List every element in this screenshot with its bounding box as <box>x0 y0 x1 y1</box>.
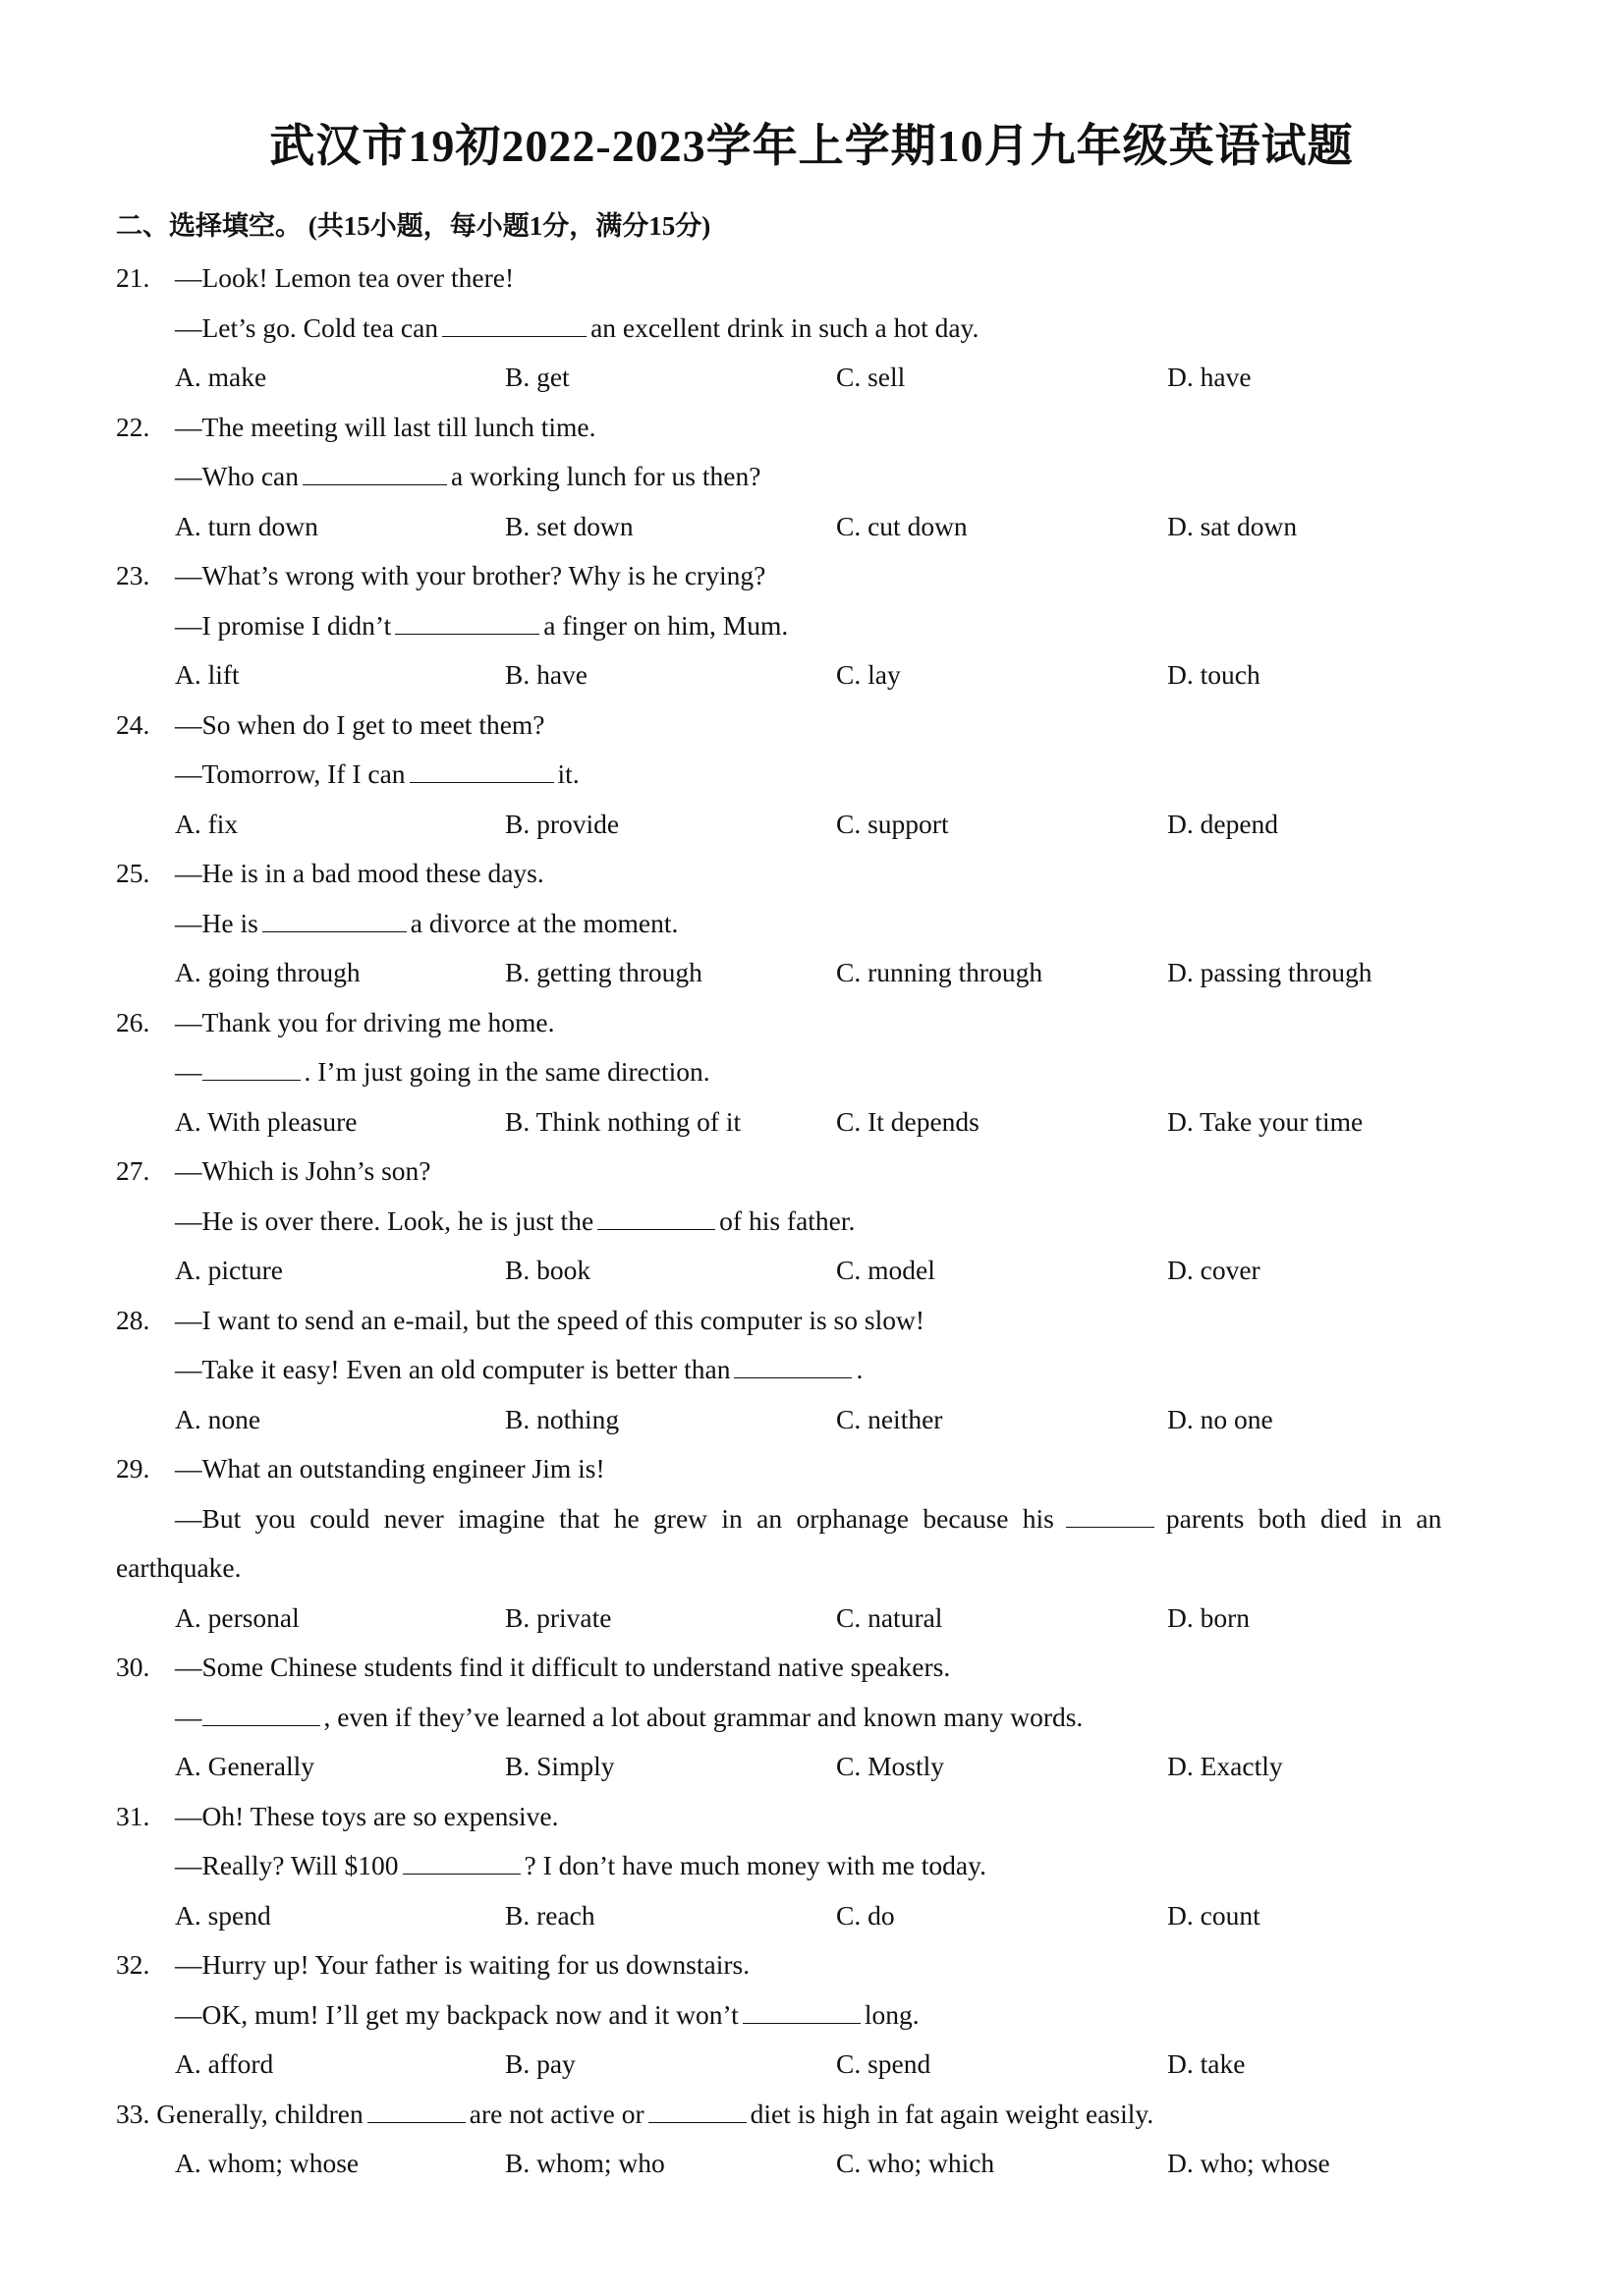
question-28: 28. —I want to send an e-mail, but the speed of this computer is so slow! <box>116 1304 924 1335</box>
option-b[interactable]: B. private <box>505 1601 612 1633</box>
answer-blank <box>262 904 407 932</box>
options-30 <box>0 1742 1623 1792</box>
option-c[interactable]: C. support <box>836 808 949 839</box>
option-b[interactable]: B. provide <box>505 808 620 839</box>
question-25: 25. —He is in a bad mood these days. <box>116 858 544 888</box>
option-b[interactable]: B. book <box>505 1255 591 1285</box>
option-d[interactable]: D. no one <box>1167 1403 1273 1434</box>
option-a[interactable]: A. spend <box>175 1899 271 1931</box>
answer-blank <box>1066 1499 1154 1528</box>
option-d[interactable]: D. have <box>1167 362 1252 392</box>
option-a[interactable]: A. Generally <box>175 1751 315 1781</box>
option-d[interactable]: D. depend <box>1167 808 1279 839</box>
option-a[interactable]: A. whom; whose <box>175 2148 360 2178</box>
option-d[interactable]: D. who; whose <box>1167 2148 1330 2178</box>
question-21: 21. —Look! Lemon tea over there! <box>116 262 515 293</box>
option-d[interactable]: D. Take your time <box>1167 1105 1364 1137</box>
option-d[interactable]: D. count <box>1167 1899 1260 1931</box>
options-25 <box>0 948 1623 998</box>
option-b[interactable]: B. pay <box>505 2048 576 2079</box>
option-c[interactable]: C. model <box>836 1255 935 1285</box>
answer-blank <box>597 1202 715 1230</box>
question-33: 33. Generally, children are not active or diet is high in fat again weight easily. <box>0 2090 1623 2140</box>
option-d[interactable]: D. sat down <box>1167 510 1298 541</box>
options-31 <box>0 1891 1623 1941</box>
question-26: 26. —Thank you for driving me home. <box>116 1006 555 1037</box>
option-a[interactable]: A. personal <box>175 1601 300 1633</box>
answer-blank <box>403 1846 521 1875</box>
option-c[interactable]: C. cut down <box>836 510 968 541</box>
question-24: 24. —So when do I get to meet them? <box>116 708 545 740</box>
option-b[interactable]: B. get <box>505 362 570 392</box>
option-b[interactable]: B. getting through <box>505 957 702 987</box>
question-31: 31. —Oh! These toys are so expensive. <box>116 1800 559 1831</box>
option-a[interactable]: A. going through <box>175 957 361 987</box>
option-d[interactable]: D. passing through <box>1167 957 1372 987</box>
option-c[interactable]: C. natural <box>836 1601 943 1633</box>
option-b[interactable]: B. set down <box>505 510 634 541</box>
answer-blank <box>410 755 554 783</box>
section-heading: 二、选择填空。 (共15小题，每小题1分，满分15分) <box>116 211 711 241</box>
option-c[interactable]: C. do <box>836 1899 895 1931</box>
answer-blank <box>395 606 539 635</box>
option-b[interactable]: B. have <box>505 659 588 690</box>
option-c[interactable]: C. sell <box>836 362 906 392</box>
option-c[interactable]: C. neither <box>836 1403 943 1434</box>
option-d[interactable]: D. born <box>1167 1601 1251 1633</box>
options-21 <box>0 353 1623 403</box>
question-list: 21. —Look! Lemon tea over there! —Let’s go. Cold tea can an excellent drink in such a hot day. A. make B. get C. sell D. have 22. —The meeting will last till lunch time. —Who can a working lunch for us then? A. turn down B. set down C. cut down D. sat down 23. —What’s wrong with your brother? Why is he crying? —I promise I didn’t a finger on him, Mum. A. lift B. have C. lay D. touch 24. —So when do I get to meet them? —Tomorrow, If I can it. A. fix B. provide C. support D. depend 25. —He is in a bad mood these days. —He is a divorce at the moment. A. going through B. getting through C. running through D. passing through 26. —Thank you for driving me home. — . I’m just going in the same direction. A. With pleasure B. Think nothing of it C. It depends D. Take your time 27. —Which is John’s son? —He is over there. Look, he is just the of his father. A. picture B. book C. model D. cover 28. —I want to send an e-mail, but the speed of this computer is so slow! —Take it easy! Even an old computer is better than . A. none B. nothing C. neither D. no one 29. —What an outstanding engineer Jim is! —But you could never imagine that he grew in an orphanage because his parents both died in an earthquake. A. personal B. private C. natural D. born 30. —Some Chinese students find it difficult to understand native speakers. — , even if they’ve learned a lot about grammar and known many words. A. Generally B. Simply C. Mostly D. Exactly 31. —Oh! These toys are so expensive. —Really? Will $100 ? I don’t have much money with me today. A. spend B. reach C. do D. count 32. —Hurry up! Your father is waiting for us downstairs. —OK, mum! I’ll get my backpack now and it won’t long. A. afford B. pay C. spend D. take 33. Generally, children are not active or diet is high in fat again weight easily. A. whom; whose B. whom; who C. who; which D. who; whose <box>0 253 1623 2189</box>
option-b[interactable]: B. nothing <box>505 1403 620 1434</box>
option-c[interactable]: C. It depends <box>836 1105 979 1137</box>
question-22: 22. —The meeting will last till lunch time. <box>116 411 596 442</box>
answer-blank <box>743 1995 861 2024</box>
page-title: 武汉市19初2022-2023学年上学期10月九年级英语试题 <box>269 121 1354 171</box>
option-c[interactable]: C. spend <box>836 2048 931 2079</box>
answer-blank <box>303 457 447 485</box>
question-27: 27. —Which is John’s son? <box>116 1155 431 1186</box>
option-a[interactable]: A. make <box>175 362 267 392</box>
option-b[interactable]: B. Simply <box>505 1751 615 1781</box>
option-c[interactable]: C. running through <box>836 957 1043 987</box>
question-32: 32. —Hurry up! Your father is waiting for us downstairs. <box>116 1949 751 1980</box>
option-a[interactable]: A. lift <box>175 659 240 690</box>
option-d[interactable]: D. take <box>1167 2048 1246 2079</box>
option-d[interactable]: D. touch <box>1167 659 1260 690</box>
answer-blank <box>202 1052 301 1081</box>
answer-blank <box>442 308 587 337</box>
options-32 <box>0 2040 1623 2090</box>
options-22 <box>0 502 1623 552</box>
option-a[interactable]: A. none <box>175 1403 261 1434</box>
option-a[interactable]: A. afford <box>175 2048 274 2079</box>
option-c[interactable]: C. who; which <box>836 2148 995 2178</box>
question-30: 30. —Some Chinese students find it difficult to understand native speakers. <box>116 1652 951 1682</box>
options-33 <box>0 2139 1623 2189</box>
options-28 <box>0 1395 1623 1445</box>
options-27 <box>0 1246 1623 1296</box>
option-b[interactable]: B. Think nothing of it <box>505 1105 742 1137</box>
options-23 <box>0 650 1623 700</box>
options-24 <box>0 800 1623 850</box>
option-a[interactable]: A. With pleasure <box>175 1105 358 1137</box>
options-29 <box>0 1594 1623 1644</box>
option-a[interactable]: A. fix <box>175 808 239 839</box>
option-c[interactable]: C. Mostly <box>836 1751 945 1781</box>
option-b[interactable]: B. reach <box>505 1899 595 1931</box>
option-a[interactable]: A. turn down <box>175 510 318 541</box>
option-a[interactable]: A. picture <box>175 1255 283 1285</box>
answer-blank <box>202 1698 320 1726</box>
answer-blank <box>734 1350 852 1378</box>
option-d[interactable]: D. cover <box>1167 1255 1260 1285</box>
question-23: 23. —What’s wrong with your brother? Why is he crying? <box>116 560 766 590</box>
question-29: 29. —What an outstanding engineer Jim is! <box>116 1453 605 1484</box>
option-b[interactable]: B. whom; who <box>505 2148 665 2178</box>
option-d[interactable]: D. Exactly <box>1167 1751 1283 1781</box>
answer-blank <box>367 2095 466 2123</box>
options-26 <box>0 1097 1623 1148</box>
option-c[interactable]: C. lay <box>836 659 901 690</box>
answer-blank <box>648 2095 747 2123</box>
